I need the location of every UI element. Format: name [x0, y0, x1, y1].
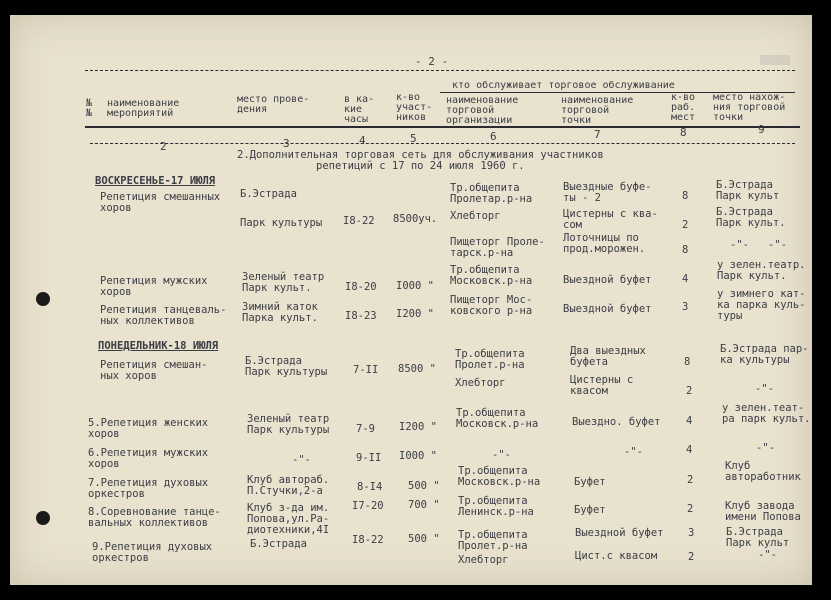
event-name: Репетиция мужских хоров: [100, 275, 208, 298]
participants: 8500уч.: [393, 213, 438, 225]
workplaces: 4: [686, 415, 693, 427]
col-number: 7: [594, 128, 601, 141]
header-trade-organization: наименование торговой организации: [446, 95, 519, 126]
trade-organization: -"-: [492, 449, 511, 461]
trade-point: Выездные буфе- ты - 2: [563, 181, 652, 204]
workplaces: 2: [686, 385, 693, 397]
trade-organization: Тр.общепита Пролет.р-на: [458, 529, 528, 552]
trade-point: Лоточницы по прод.морожен.: [563, 232, 646, 255]
trade-organization: Хлебторг: [458, 554, 509, 566]
point-location: -"- -"-: [730, 239, 787, 251]
hours: 7-II: [353, 364, 379, 376]
trade-organization: Пищеторг Мос- ковского р-на: [450, 294, 533, 317]
header-col-index: № №: [86, 98, 93, 119]
binder-hole-top: [36, 292, 50, 306]
venue: Парк культуры: [240, 217, 323, 229]
col-number: 9: [758, 123, 765, 136]
point-location: Клуб автоработник: [725, 460, 801, 483]
point-location: у зимнего кат- ка парка куль- туры: [717, 288, 806, 322]
venue: Зеленый театр Парк культуры: [247, 413, 330, 436]
hours: I7-20: [352, 500, 384, 512]
workplaces: 8: [684, 356, 691, 368]
workplaces: 8: [682, 190, 689, 202]
participants: 500 ": [408, 533, 440, 545]
point-location: -"-: [758, 549, 777, 561]
workplaces: 2: [682, 219, 689, 231]
col-number: 3: [283, 137, 290, 150]
workplaces: 3: [688, 527, 695, 539]
header-hours: в ка- кие часы: [344, 94, 375, 125]
trade-point: Два выездных буфета: [570, 345, 646, 368]
participants: 700 ": [408, 499, 440, 511]
page-number: - 2 -: [415, 55, 449, 68]
workplaces: 2: [688, 551, 695, 563]
hours: 9-II: [356, 452, 382, 464]
col-number: 8: [680, 126, 687, 139]
trade-point: -"-: [624, 446, 643, 458]
venue: Зеленый театр Парк культ.: [242, 271, 325, 294]
day-header-sunday: ВОСКРЕСЕНЬЕ-17 ИЮЛЯ: [95, 175, 216, 187]
trade-point: Выездной буфет: [563, 274, 652, 286]
point-location: Клуб завода имени Попова: [725, 500, 801, 523]
event-name: Репетиция смешан- ных хоров: [100, 359, 208, 382]
trade-point: Цистерны с ква- сом: [563, 208, 658, 231]
point-location: у зелен.театр. Парк культ.: [717, 259, 806, 282]
venue: Клуб автораб. П.Стучки,2-а: [247, 474, 330, 497]
trade-organization: Хлебторг: [450, 210, 501, 222]
header-bottom-rule: [85, 126, 800, 128]
hours: I8-22: [343, 215, 375, 227]
point-location: -"-: [756, 442, 775, 454]
day-header-monday: ПОНЕДЕЛЬНИК-18 ИЮЛЯ: [98, 340, 219, 352]
header-service-group: кто обслуживает торговое обслуживание: [452, 80, 675, 91]
col-number: 5: [410, 132, 417, 145]
header-participants: к-во участ- ников: [396, 92, 433, 123]
event-name: 7.Репетиция духовых оркестров: [88, 477, 209, 500]
trade-organization: Тр.общепита Пролетар.р-на: [450, 182, 533, 205]
participants: I200 ": [399, 421, 437, 433]
trade-organization: Тр.общепита Пролет.р-на: [455, 348, 525, 371]
participants: 500 ": [408, 480, 440, 492]
section-title: 2.Дополнительная торговая сеть для обслуживания участников репетиций с 17 по 24 июля 1960 г.: [237, 149, 604, 172]
trade-point: Выездно. буфет: [572, 416, 661, 428]
header-point-location: место нахож- ния торговой точки: [713, 92, 786, 123]
hours: I8-23: [345, 310, 377, 322]
point-location: Б.Эстрада Парк культ: [726, 526, 790, 549]
venue: Клуб з-да им. Попова,ул.Ра- диотехники,4I: [247, 502, 330, 536]
trade-point: Выездной буфет: [575, 527, 664, 539]
event-name: 6.Репетиция мужских хоров: [88, 447, 209, 470]
hours: 8-I4: [357, 481, 383, 493]
hours: I8-22: [352, 534, 384, 546]
faded-stamp-mark: [760, 55, 790, 65]
trade-organization: Тр.общепита Московск.р-на: [458, 465, 541, 488]
workplaces: 2: [687, 503, 694, 515]
workplaces: 2: [687, 474, 694, 486]
trade-point: Цистерны с квасом: [570, 374, 634, 397]
workplaces: 4: [682, 273, 689, 285]
venue: Б.Эстрада Парк культуры: [245, 355, 328, 378]
participants: 8500 ": [398, 363, 436, 375]
point-location: Б.Эстрада Парк культ.: [716, 206, 786, 229]
header-top-rule: [85, 70, 795, 71]
workplaces: 3: [682, 301, 689, 313]
point-location: Б.Эстрада Парк культ: [716, 179, 780, 202]
event-name: Репетиция смешанных хоров: [100, 191, 221, 214]
point-location: у зелен.теат- ра парк культ.: [722, 402, 811, 425]
trade-point: Цист.с квасом: [575, 550, 658, 562]
trade-point: Буфет: [574, 504, 606, 516]
workplaces: 8: [682, 244, 689, 256]
venue: -"-: [292, 454, 311, 466]
trade-organization: Хлебторг: [455, 377, 506, 389]
venue: Б.Эстрада: [250, 538, 307, 550]
event-name: Репетиция танцеваль- ных коллективов: [100, 304, 227, 327]
point-location: Б.Эстрада пар- ка культуры: [720, 343, 809, 366]
trade-organization: Тр.общепита Московск.р-на: [450, 264, 533, 287]
header-event-name: наименование мероприятий: [107, 98, 180, 119]
point-location: -"-: [755, 383, 774, 395]
col-number: 4: [359, 134, 366, 147]
event-name: 9.Репетиция духовых оркестров: [92, 541, 213, 564]
event-name: 8.Соревнование танце- вальных коллективов: [88, 506, 221, 529]
col-number: 6: [490, 130, 497, 143]
participants: I000 ": [399, 450, 437, 462]
venue: Б.Эстрада: [240, 188, 297, 200]
header-trade-point: наименование торговой точки: [561, 95, 634, 126]
participants: I200 ": [396, 308, 434, 320]
trade-organization: Пищеторг Проле- тарск.р-на: [450, 236, 545, 259]
header-venue: место прове- дения: [237, 94, 310, 115]
venue: Зимний каток Парка культ.: [242, 301, 318, 324]
col-number: 2: [160, 140, 167, 153]
trade-organization: Тр.общепита Московск.р-на: [456, 407, 539, 430]
header-workplaces: к-во раб. мест: [671, 92, 696, 123]
header-numbers-rule: [90, 143, 795, 144]
participants: I000 ": [396, 280, 434, 292]
binder-hole-bottom: [36, 511, 50, 525]
workplaces: 4: [686, 444, 693, 456]
trade-organization: Тр.общепита Ленинск.р-на: [458, 495, 534, 518]
hours: I8-20: [345, 281, 377, 293]
event-name: 5.Репетиция женских хоров: [88, 417, 209, 440]
trade-point: Буфет: [574, 476, 606, 488]
hours: 7-9: [356, 423, 375, 435]
trade-point: Выездной буфет: [563, 303, 652, 315]
